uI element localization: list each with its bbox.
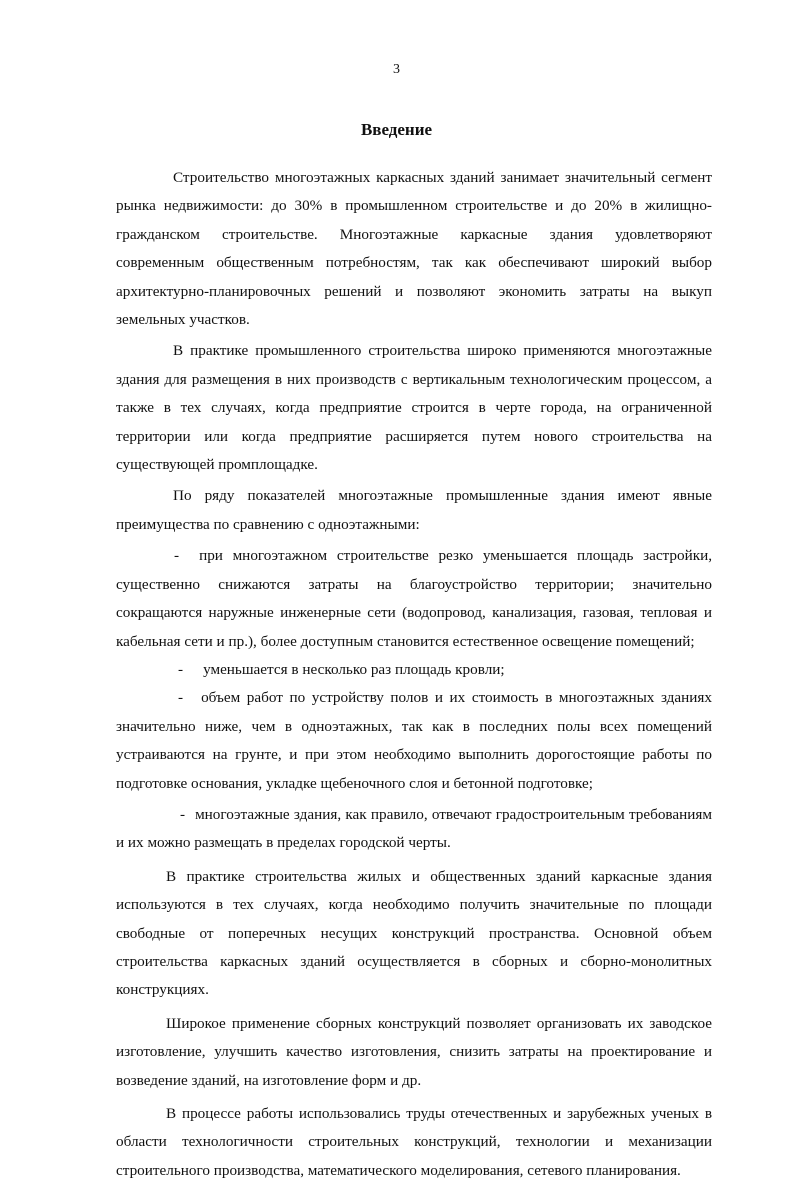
list-item-text: объем работ по устройству полов и их стоимость в многоэтажных зданиях значительно ниже, чем в одноэтажных, так как в последних полы всех помещений устраиваются на грунте, и при этом необходимо выполнить дорогостоящие работы по подготовке основания, укладке щебеночного слоя и бетонной подготовке; [116,689,712,792]
list-marker: - [178,660,184,678]
list-item [116,542,712,656]
list-item-text: при многоэтажном строительстве резко уменьшается площадь застройки, существенно снижаются затраты на благоустройство территории; значительно сокращаются наружные инженерные сети (водопровод, канализация, газовая, тепловая и кабельная сети и пр.), более доступным становится естественное освещение помещений; [116,547,712,650]
page-number: 3 [393,62,400,77]
list-marker: - [174,547,180,565]
list-item-text: многоэтажные здания, как правило, отвечают градостроительным требованиям и их можно размещать в пределах городской черты. [116,805,712,852]
list-marker: - [178,689,184,707]
list-item [116,656,712,684]
paragraph: Строительство многоэтажных каркасных зданий занимает значительный сегмент рынка недвижимости: до 30% в промышленном строительстве и до 20% в жилищно-гражданском строительстве. Многоэтажные каркасные здания удовлетворяют современным общественным потребностям, так как обеспечивают широкий выбор архитектурно-планировочных решений и позволяют экономить затраты на выкуп земельных участков. [116,169,712,329]
paragraph: В практике промышленного строительства широко применяются многоэтажные здания для размещения в них производств с вертикальным технологическим процессом, а также в тех случаях, когда предприятие строится в черте города, на ограниченной территории или когда предприятие расширяется путем нового строительства на существующей промплощадке. [116,342,712,474]
list-item [116,684,712,798]
paragraph: В процессе работы использовались труды отечественных и зарубежных ученых в области технологичности строительных конструкций, технологии и механизации строительного производства, математического моделирования, сетевого планирования. [116,1105,712,1179]
list-item [116,801,712,858]
paragraph: По ряду показателей многоэтажные промышленные здания имеют явные преимущества по сравнению с одноэтажными: [116,487,712,533]
paragraph: В практике строительства жилых и общественных зданий каркасные здания используются в тех случаях, когда необходимо получить значительные по площади свободные от поперечных несущих конструкций пространства. Основной объем строительства каркасных зданий осуществляется в сборных и сборно-монолитных конструкциях. [116,867,712,999]
paragraph: Широкое применение сборных конструкций позволяет организовать их заводское изготовление, улучшить качество изготовления, снизить затраты на проектирование и возведение зданий, на изготовление форм и др. [116,1014,712,1089]
list-item-text: уменьшается в несколько раз площадь кровли; [203,660,505,678]
body-text [116,164,712,1185]
list-marker: - [180,805,186,823]
page-title: Введение [360,120,433,139]
